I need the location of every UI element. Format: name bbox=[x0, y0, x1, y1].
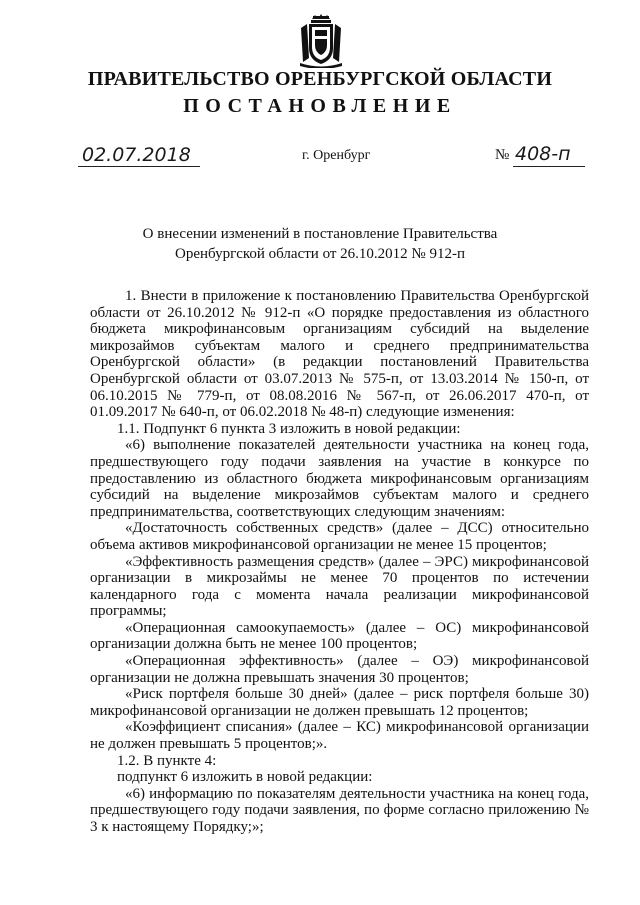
document-body bbox=[90, 288, 589, 836]
paragraph: 1.2. В пункте 4: bbox=[117, 752, 217, 769]
paragraph: 1.1. Подпункт 6 пункта 3 изложить в новой редакции: bbox=[117, 420, 461, 437]
number-value: 408-п bbox=[515, 143, 571, 165]
paragraph: «Коэффициент списания» (далее – КС) микрофинансовой организации не должен превышать 5 процентов;». bbox=[90, 719, 589, 753]
number-label: № bbox=[495, 147, 510, 163]
heading-line-2: Оренбургской области от 26.10.2012 № 912-п bbox=[174, 246, 466, 262]
city: г. Оренбург bbox=[302, 148, 371, 163]
paragraph: «Достаточность собственных средств» (далее – ДСС) относительно объема активов микрофинансовой организации не менее 15 процентов; bbox=[90, 520, 589, 553]
document-type: ПОСТАНОВЛЕНИЕ bbox=[183, 95, 457, 117]
date-value: 02.07.2018 bbox=[82, 144, 191, 166]
government-title: ПРАВИТЕЛЬСТВО ОРЕНБУРГСКОЙ ОБЛАСТИ bbox=[87, 68, 553, 90]
number-field bbox=[513, 144, 585, 167]
paragraph: «6) информацию по показателям деятельности участника на конец года, предшествующего году подачи заявления, по форме согласно приложению № 3 к настоящему Порядку;»; bbox=[90, 785, 589, 835]
coat-of-arms-icon bbox=[298, 14, 344, 68]
paragraph: «Операционная эффективность» (далее – ОЭ) микрофинансовой организации не должна превышать значения 30 процентов; bbox=[90, 653, 589, 686]
paragraph: подпункт 6 изложить в новой редакции: bbox=[117, 769, 373, 786]
paragraph: 1. Внести в приложение к постановлению Правительства Оренбургской области от 26.10.2012 № 912-п «О порядке предоставления из областного бюджета микрофинансовым организациям субсидий на выделение микрозаймов субъектам малого и среднего предпринимательства Оренбургской области» (в редакции постановлений Правительства Оренбургской области от 03.07.2013 № 575-п, от 13.03.2014 № 150-п, от 06.10.2015 № 779-п, от 08.08.2016 № 567-п, от 26.06.2017 470-п, от 01.09.2017 № 640-п, от 06.02.2018 № 48-п) следующие изменения: bbox=[90, 288, 589, 421]
paragraph: «Операционная самоокупаемость» (далее – ОС) микрофинансовой организации должна быть не менее 100 процентов; bbox=[90, 619, 589, 653]
heading-line-1: О внесении изменений в постановление Правительства bbox=[142, 226, 498, 242]
date-field bbox=[78, 144, 200, 167]
paragraph: «Риск портфеля больше 30 дней» (далее – риск портфеля больше 30) микрофинансовой организации не должен превышать 12 процентов; bbox=[90, 686, 589, 719]
paragraph: «Эффективность размещения средств» (далее – ЭРС) микрофинансовой организации в микрозаймы не менее 70 процентов по истечении календарного года с момента начала реализации микрофинансовой программы; bbox=[90, 553, 589, 620]
paragraph: «6) выполнение показателей деятельности участника на конец года, предшествующего году подачи заявления на участие в конкурсе по предоставлению из областного бюджета микрофинансовым организациям субсидий на выделение микрозаймов субъектам малого и среднего предпринимательства, соответствующих следующим значениям: bbox=[90, 437, 589, 520]
document-heading bbox=[0, 224, 640, 264]
